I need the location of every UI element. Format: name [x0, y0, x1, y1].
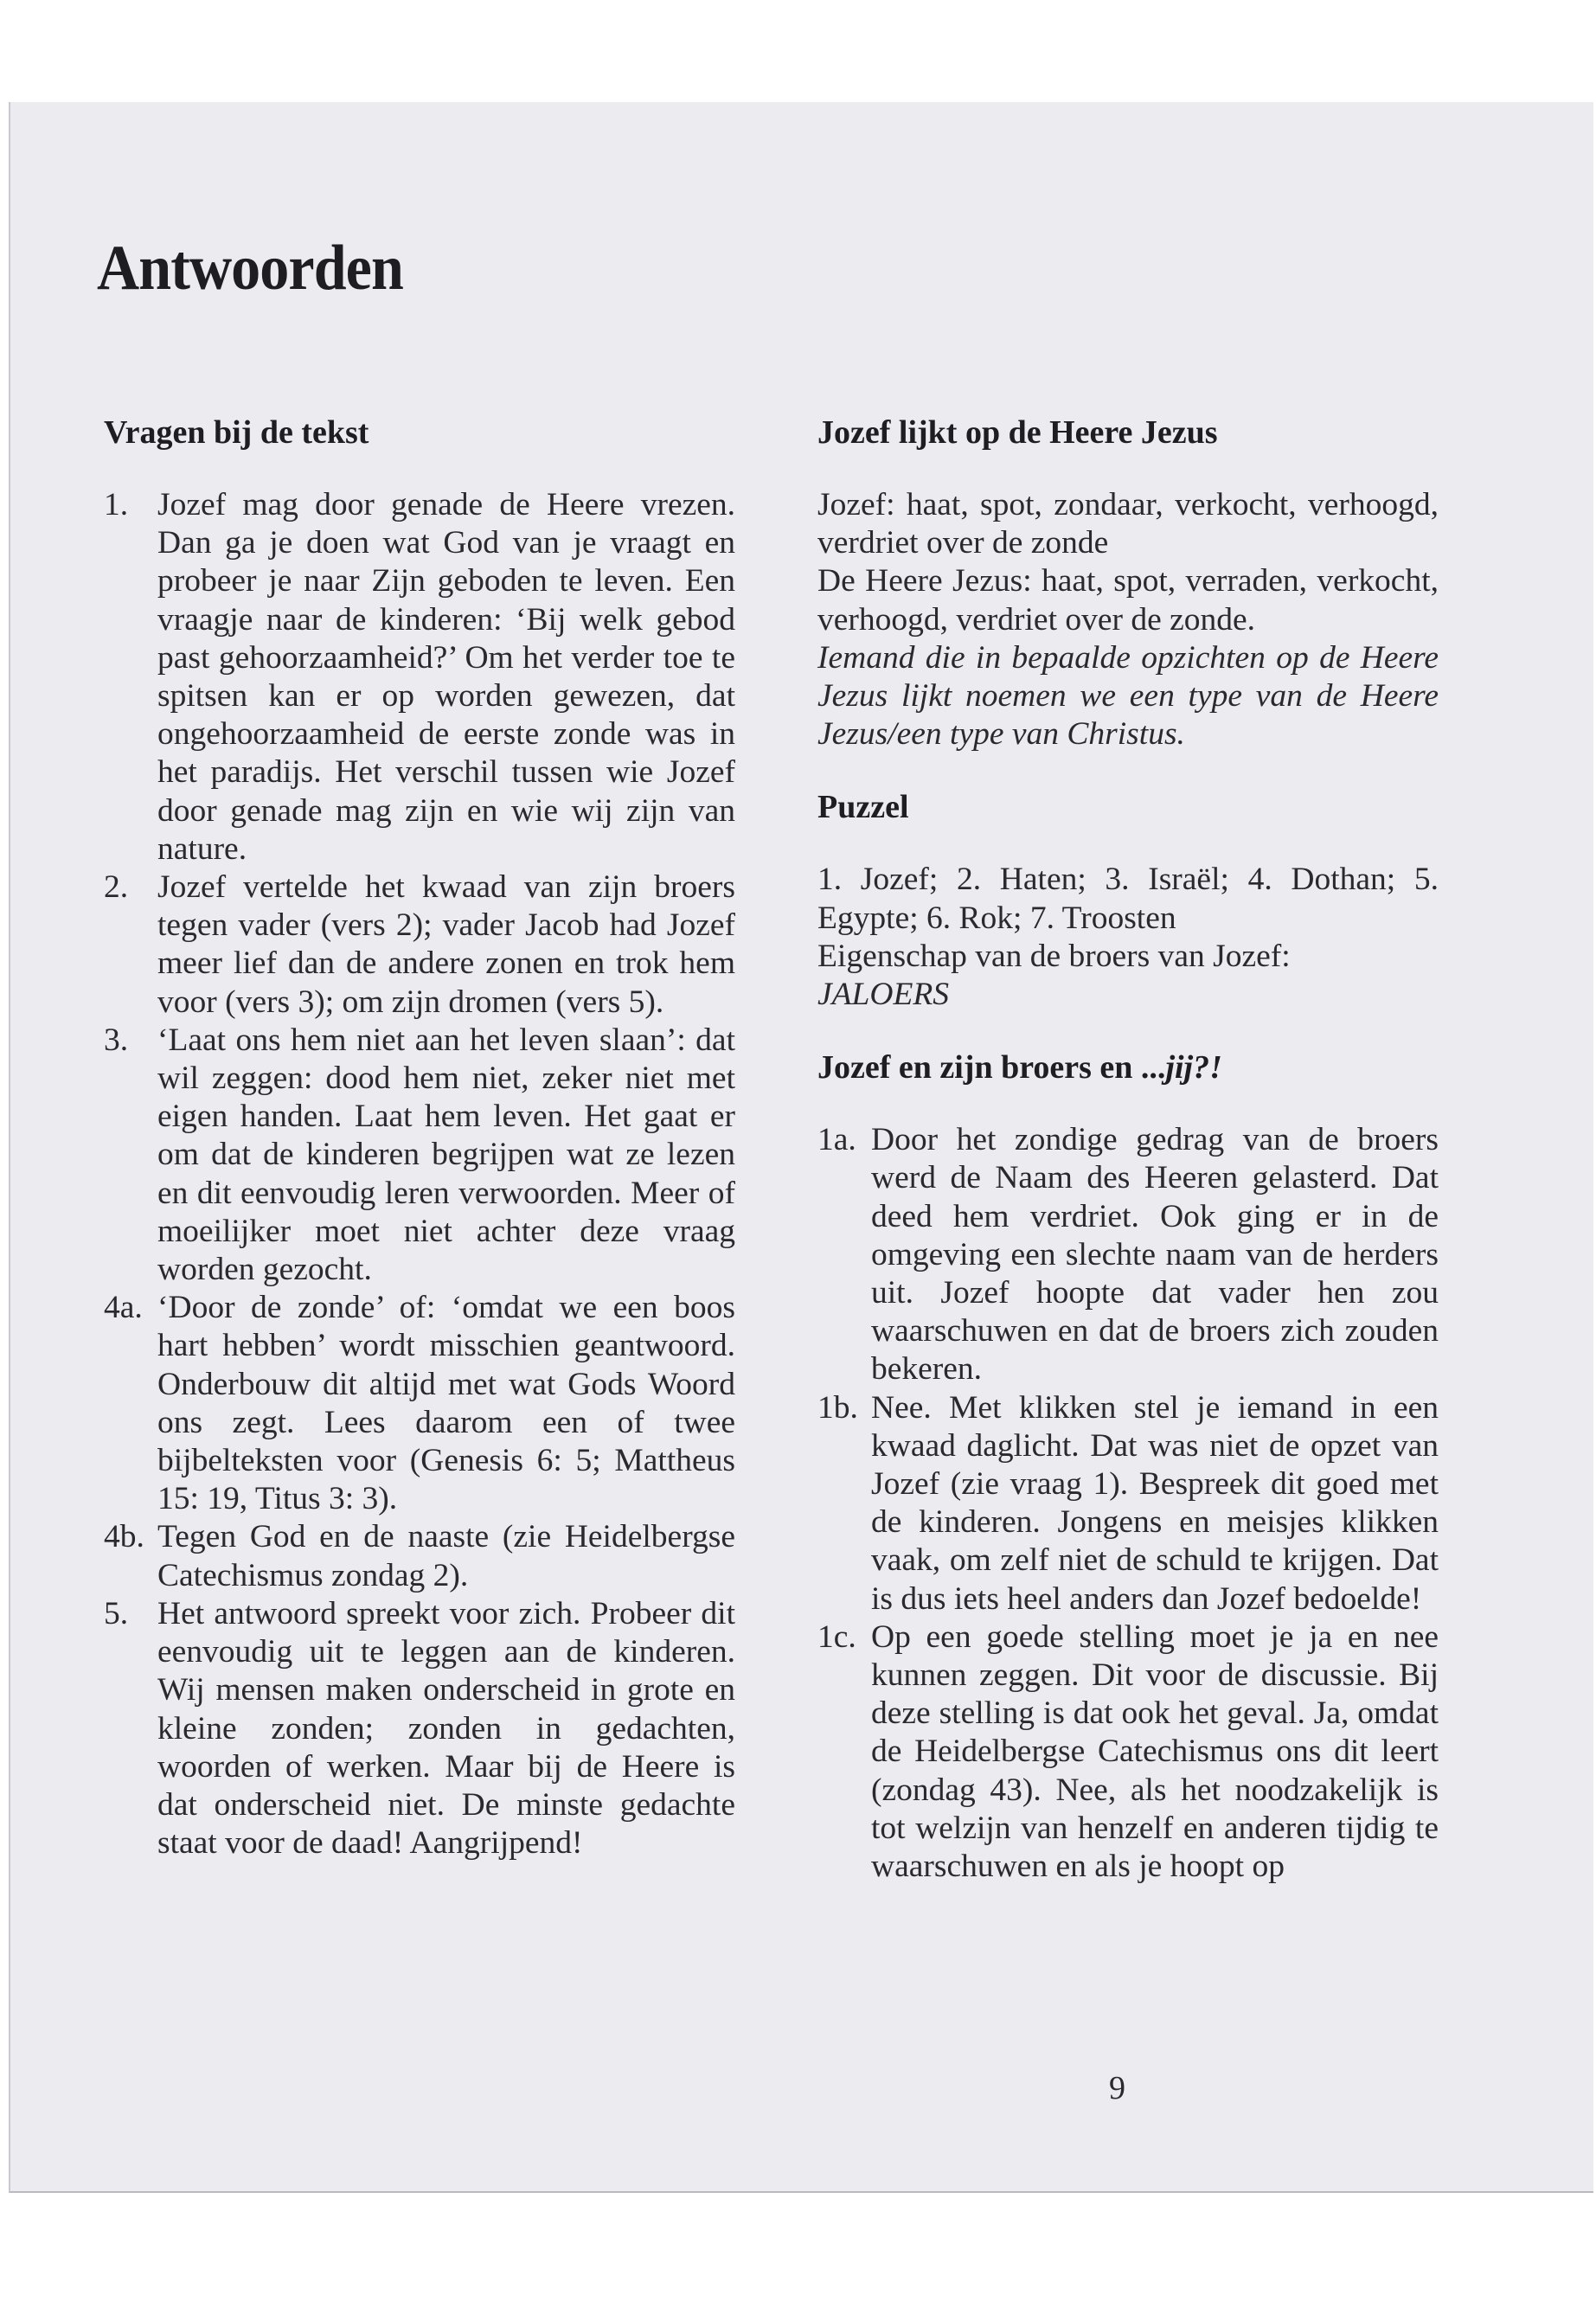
answer-text: Door het zondige gedrag van de broers werd de Naam des Heeren gelasterd. Dat deed hem verdriet. Ook ging er in de omgeving een slechte naam van de herders uit. Jozef hoopte dat vader hen zou waarschuwen en dat de broers zich zouden bekeren.: [871, 1122, 1439, 1388]
right-column: [817, 413, 1439, 1886]
answer-item: [817, 1389, 1439, 1618]
answer-item: [104, 486, 735, 868]
answer-number: 4a.: [104, 1290, 143, 1326]
answer-item: [104, 1595, 735, 1862]
answer-text: Op een goede stelling moet je ja en nee kunnen zeggen. Dit voor de discussie. Bij deze stelling is dat ook het geval. Ja, omdat de Heidelbergse Catechismus ons dit leert (zondag 43). Nee, als het noodzakelijk is tot welzijn van henzelf en anderen tijdig te waarschuwen en als je hoopt op: [871, 1618, 1439, 1885]
answer-number: 2.: [104, 869, 129, 906]
answer-text: Jozef vertelde het kwaad van zijn broers tegen vader (vers 2); vader Jacob had Jozef meer lief dan de andere zonen en trok hem voor (vers 3); om zijn dromen (vers 5).: [157, 869, 735, 1020]
answer-item: [104, 1022, 735, 1289]
page-title: Antwoorden: [97, 233, 403, 304]
answer-item: [104, 1289, 735, 1518]
answer-number: 3.: [104, 1022, 129, 1058]
answer-item: [104, 868, 735, 1022]
answer-number: 4b.: [104, 1519, 144, 1555]
left-column: [104, 413, 735, 1862]
puzzle-solution: JALOERS: [817, 977, 950, 1013]
paragraph-heere-jezus: De Heere Jezus: haat, spot, verraden, verkocht, verhoogd, verdriet over de zonde.: [817, 563, 1439, 638]
answer-number: 1b.: [817, 1389, 858, 1426]
answer-item: [817, 1618, 1439, 1886]
heading-main-text: Jozef en zijn broers en ...: [817, 1049, 1166, 1086]
answer-item: [817, 1121, 1439, 1388]
puzzle-property-label: Eigenschap van de broers van Jozef:: [817, 938, 1291, 974]
answer-number: 1.: [104, 487, 129, 522]
left-heading: Vragen bij de tekst: [104, 414, 369, 451]
answer-number: 1c.: [817, 1618, 856, 1655]
section-heading-type: Jozef lijkt op de Heere Jezus: [817, 414, 1218, 451]
puzzle-answers: 1. Jozef; 2. Haten; 3. Israël; 4. Dothan; 5. Egypte; 6. Rok; 7. Troosten: [817, 862, 1439, 936]
answer-number: 1a.: [817, 1122, 856, 1158]
answer-text: Jozef mag door genade de Heere vrezen. Dan ga je doen wat God van je vraagt en probeer je naar Zijn geboden te leven. Een vraagje naar de kinderen: ‘Bij welk gebod past gehoorzaamheid?’ Om het verder toe te spitsen kan er op worden gewezen, dat ongehoorzaamheid de eerste zonde was in het paradijs. Het verschil tussen wie Jozef door genade mag zijn en wie wij zijn van nature.: [157, 487, 735, 867]
answer-text: Tegen God en de naaste (zie Heidelbergse Catechismus zondag 2).: [157, 1519, 735, 1593]
answer-text: ‘Laat ons hem niet aan het leven slaan’: dat wil zeggen: dood hem niet, zeker niet met eigen handen. Laat hem leven. Het gaat er om dat de kinderen begrijpen wat ze lezen en dit eenvoudig leren verwoorden. Meer of moeilijker moet niet achter deze vraag worden gezocht.: [157, 1022, 735, 1288]
paragraph-type-definition: Iemand die in bepaalde opzichten op de Heere Jezus lijkt noemen we een type van de Heere Jezus/een type van Christus.: [817, 639, 1439, 753]
answer-text: ‘Door de zonde’ of: ‘omdat we een boos hart hebben’ wordt misschien geantwoord. Onderbouw dit altijd met wat Gods Woord ons zegt. Lees daarom een of twee bijbelteksten voor (Genesis 6: 5; Mattheus 15: 19, Titus 3: 3).: [157, 1290, 735, 1517]
answer-item: [104, 1518, 735, 1594]
heading-italic-text: jij?!: [1165, 1049, 1222, 1086]
section-heading-broers: [817, 1048, 1439, 1086]
answer-text: Het antwoord spreekt voor zich. Probeer dit eenvoudig uit te leggen aan de kinderen. Wij mensen maken onderscheid in grote en kleine zonden; zonden in gedachten, woorden of werken. Maar bij de Heere is dat onderscheid niet. De minste gedachte staat voor de daad! Aangrijpend!: [157, 1595, 735, 1862]
page-number: 9: [1109, 2070, 1125, 2106]
paragraph-jozef: Jozef: haat, spot, zondaar, verkocht, verhoogd, verdriet over de zonde: [817, 487, 1439, 561]
section-heading-puzzel: Puzzel: [817, 789, 909, 826]
answer-number: 5.: [104, 1595, 129, 1631]
answer-text: Nee. Met klikken stel je iemand in een kwaad daglicht. Dat was niet de opzet van Jozef (zie vraag 1). Bespreek dit goed met de kinderen. Jongens en meisjes klikken vaak, om zelf niet de schuld te krijgen. Dat is dus iets heel anders dan Jozef bedoelde!: [871, 1389, 1439, 1617]
